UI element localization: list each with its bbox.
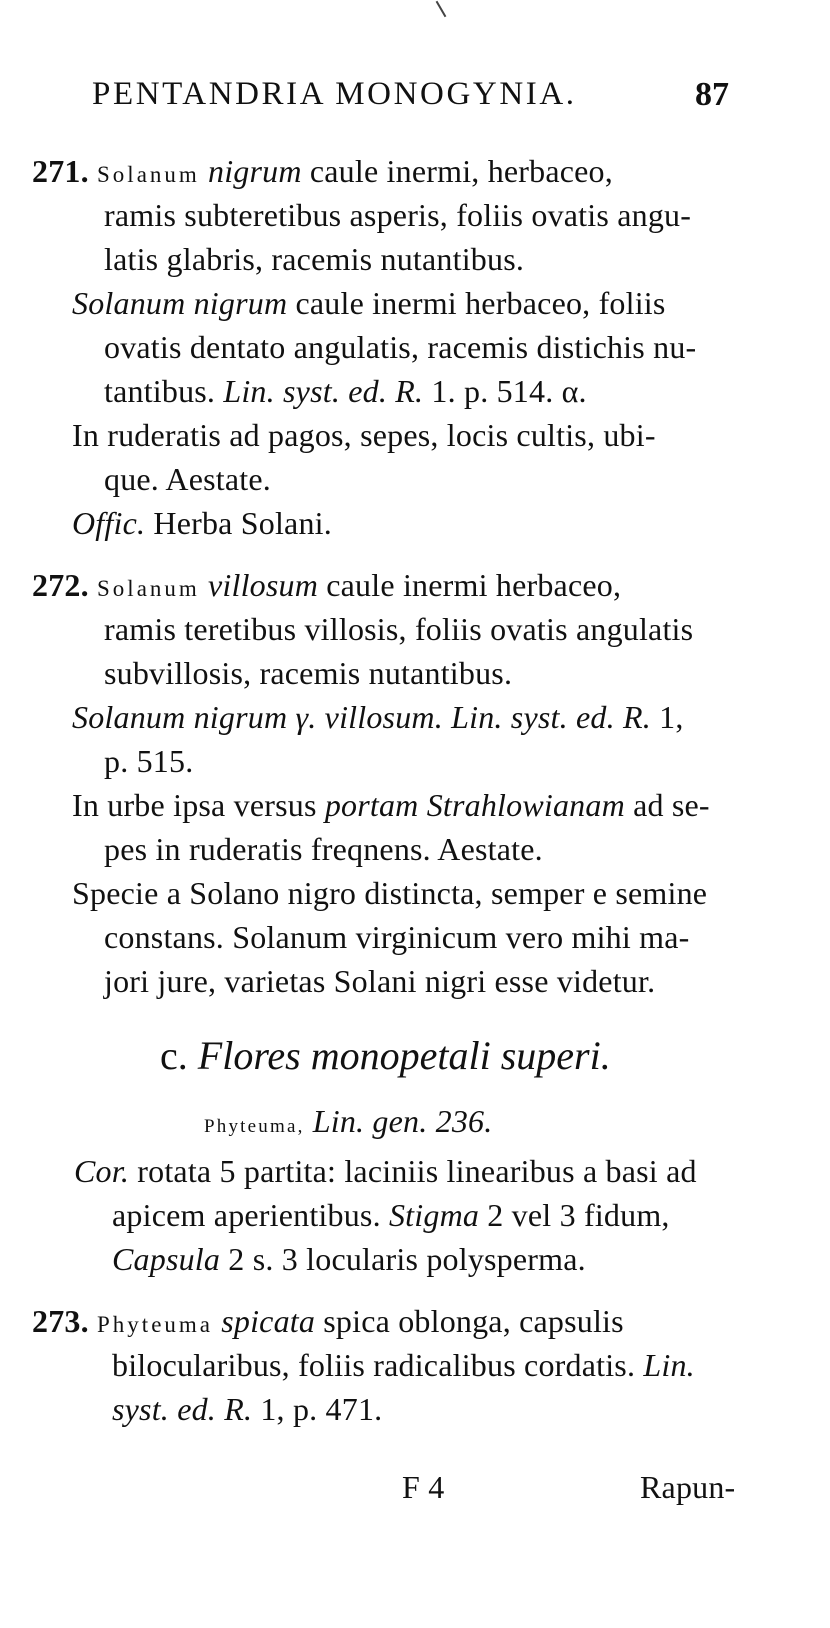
habitat-272-line-1 [72, 782, 710, 828]
entry-271-line-2: ramis subteretibus asperis, foliis ovatis angu- [104, 197, 692, 233]
diagnosis-text: bilocularibus, foliis radicalibus cordatis. [112, 1347, 636, 1383]
capsule-label: Capsula [112, 1241, 221, 1277]
page-number: 87 [695, 76, 729, 113]
literature-reference: Lin. syst. ed. R. [451, 699, 651, 735]
entry-272-line-3: subvillosis, racemis nutantibus. [104, 655, 513, 691]
catchword: Rapun- [640, 1469, 736, 1505]
officinal-note-271 [72, 500, 332, 546]
section-heading [160, 1032, 611, 1079]
entry-273-line-3 [112, 1386, 382, 1432]
genus-name: Phyteuma [97, 1312, 214, 1337]
officinal-text: Herba Solani. [153, 505, 332, 541]
entry-271-line-1 [32, 148, 613, 198]
corolla-label: Cor. [74, 1153, 130, 1189]
entry-273-line-1 [32, 1298, 624, 1348]
genus-heading [204, 1098, 492, 1150]
habitat-272-line-2: pes in ruderatis freqnens. Aestate. [104, 831, 543, 867]
literature-reference: Lin. gen. 236. [312, 1103, 493, 1139]
entry-272-line-2: ramis teretibus villosis, foliis ovatis angulatis [104, 611, 694, 647]
diagnosis-text: caule inermi, herbaceo, [309, 153, 613, 189]
synonym-271-line-2: ovatis dentato angulatis, racemis distichis nu- [104, 329, 697, 365]
genus-name: Solanum [97, 162, 200, 187]
literature-reference: Lin. syst. ed. R. [223, 373, 424, 409]
genus-character-line-1 [74, 1148, 697, 1194]
species-name: spicata [221, 1303, 316, 1339]
habitat-text: In urbe ipsa versus [72, 787, 317, 823]
synonym-text: caule inermi herbaceo, foliis [295, 285, 666, 321]
entry-number: 273. [32, 1303, 89, 1339]
synonym-name: Solanum nigrum [72, 285, 288, 321]
character-text: apicem aperientibus. [112, 1197, 381, 1233]
habitat-text: ad se- [633, 787, 710, 823]
entry-number: 271. [32, 153, 89, 189]
character-text: 2 s. 3 locularis polysperma. [228, 1241, 586, 1277]
entry-272-line-1 [32, 562, 621, 612]
officinal-label: Offic. [72, 505, 146, 541]
stigma-label: Stigma [388, 1197, 480, 1233]
note-272-line-3: jori jure, varietas Solani nigri esse videtur. [104, 963, 656, 999]
habitat-271-line-2: que. Aestate. [104, 461, 271, 497]
reference-page: 1, [659, 699, 684, 735]
species-name: nigrum [208, 153, 302, 189]
signature-mark: F 4 [402, 1469, 445, 1505]
diagnosis-text: caule inermi herbaceo, [326, 567, 622, 603]
reference-page: 1. p. 514. α. [431, 373, 587, 409]
character-text: rotata 5 partita: laciniis linearibus a basi ad [137, 1153, 697, 1189]
locality-name: portam Strahlowianam [324, 787, 625, 823]
literature-reference: Lin. [643, 1347, 695, 1383]
species-name: villosum [208, 567, 319, 603]
synonym-271-line-3 [104, 368, 587, 414]
note-272-line-2: constans. Solanum virginicum vero mihi ma- [104, 919, 690, 955]
synonym-271-line-1 [72, 280, 666, 326]
running-head: PENTANDRIA MONOGYNIA. [92, 76, 577, 112]
literature-reference: syst. ed. R. [112, 1391, 253, 1427]
entry-273-line-2 [112, 1342, 695, 1388]
genus-character-line-3 [112, 1236, 586, 1282]
genus-name: Phyteuma, [204, 1116, 305, 1137]
note-272-line-1: Specie a Solano nigro distincta, semper e semine [72, 875, 708, 911]
synonym-text: tantibus. [104, 373, 216, 409]
reference-page: 1, p. 471. [260, 1391, 383, 1427]
genus-character-line-2 [112, 1192, 670, 1238]
section-title: Flores monopetali superi. [197, 1033, 611, 1078]
synonym-272-line-1 [72, 694, 684, 740]
entry-271-line-3: latis glabris, racemis nutantibus. [104, 241, 525, 277]
genus-name: Solanum [97, 576, 200, 601]
synonym-name: Solanum nigrum γ. villosum. [72, 699, 443, 735]
synonym-272-line-2: p. 515. [104, 743, 194, 779]
character-text: 2 vel 3 fidum, [487, 1197, 670, 1233]
diagnosis-text: spica oblonga, capsulis [323, 1303, 624, 1339]
section-label: c. [160, 1033, 188, 1078]
habitat-271-line-1: In ruderatis ad pagos, sepes, locis cultis, ubi- [72, 417, 656, 453]
scan-mark [436, 1, 447, 18]
entry-number: 272. [32, 567, 89, 603]
